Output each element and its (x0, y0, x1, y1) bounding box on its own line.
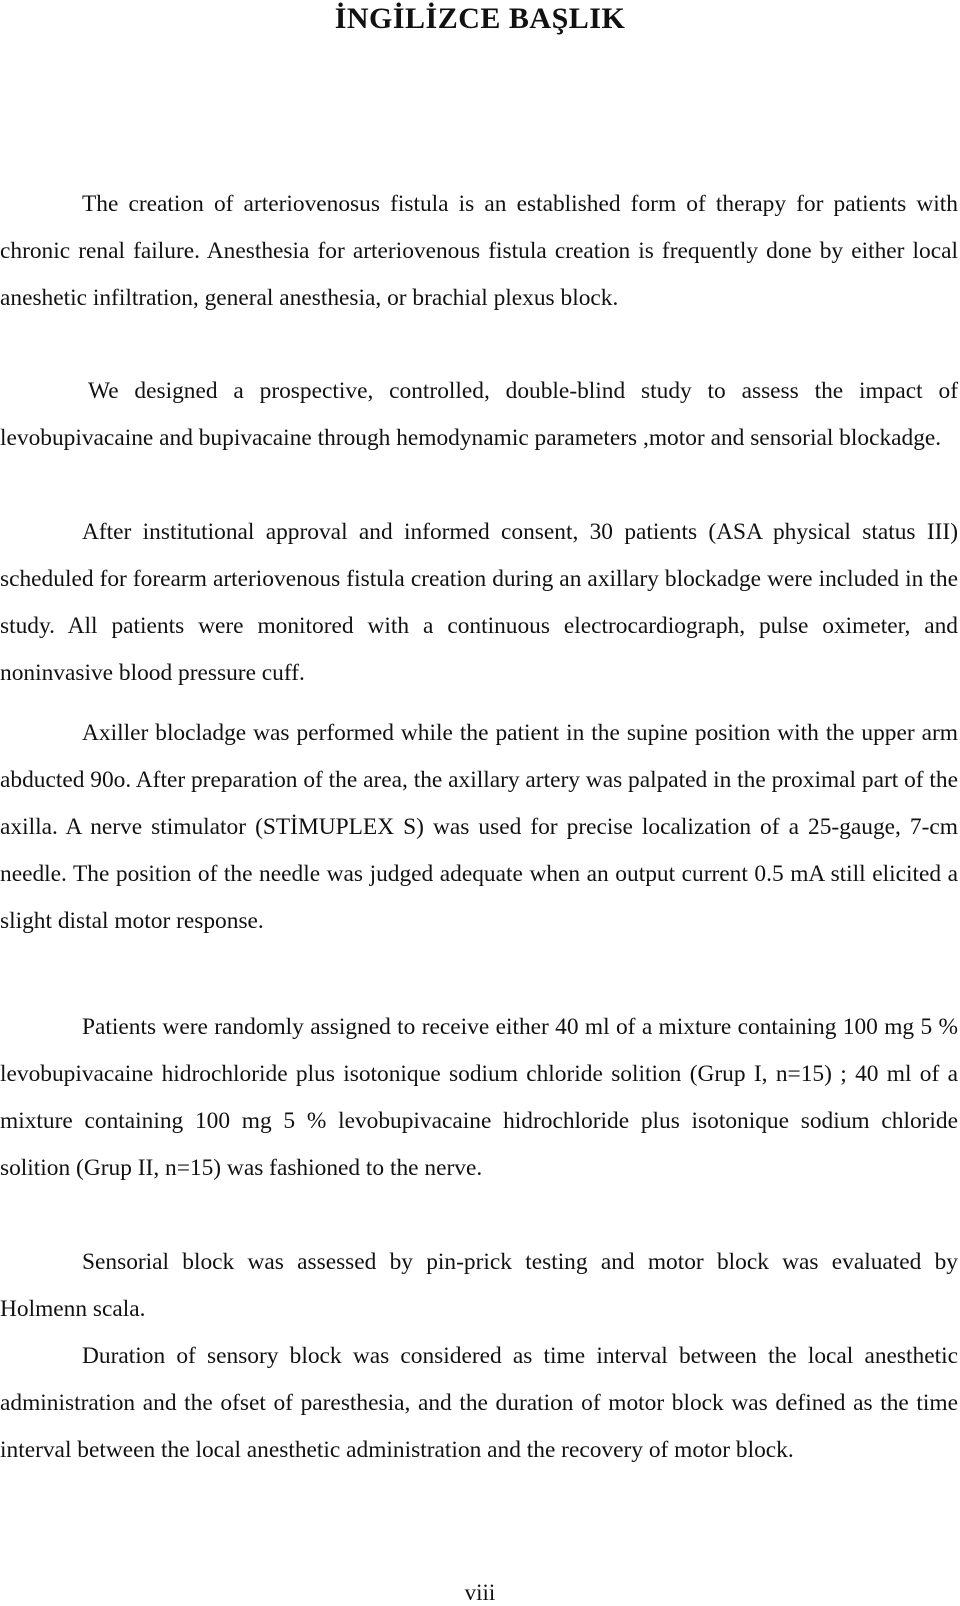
abstract-paragraph-5: Patients were randomly assigned to receive either 40 ml of a mixture containing 100 mg 5 % levobupivacaine hidrochloride plus isotonique sodium chloride solition (Grup I, n=15) ; 40 ml of a mixture containing 100 mg 5 % levobupivacaine hidrochloride plus isotonique sodium chloride solition (Grup II, n=15) was fashioned to the nerve. (0, 1014, 958, 1181)
abstract-paragraph-3: After institutional approval and informed consent, 30 patients (ASA physical status III) scheduled for forearm arteriovenous fistula creation during an axillary blockadge were included in the study. All patients were monitored with a continuous electrocardiograph, pulse oximeter, and noninvasive blood pressure cuff. (0, 519, 958, 686)
page-title: İNGİLİZCE BAŞLIK (334, 2, 626, 35)
page-number: viii (464, 1580, 496, 1605)
abstract-paragraph-6: Sensorial block was assessed by pin-prick testing and motor block was evaluated by Holmenn scala. (0, 1249, 958, 1322)
abstract-paragraph-2: We designed a prospective, controlled, double-blind study to assess the impact of levobupivacaine and bupivacaine through hemodynamic parameters ,motor and sensorial blockadge. (0, 378, 958, 451)
abstract-paragraph-1: The creation of arteriovenosus fistula is an established form of therapy for patients with chronic renal failure. Anesthesia for arteriovenous fistula creation is frequently done by either local aneshetic infiltration, general anesthesia, or brachial plexus block. (0, 191, 958, 311)
abstract-paragraph-4: Axiller blocladge was performed while the patient in the supine position with the upper arm abducted 90o. After preparation of the area, the axillary artery was palpated in the proximal part of the axilla. A nerve stimulator (STİMUPLEX S) was used for precise localization of a 25-gauge, 7-cm needle. The position of the needle was judged adequate when an output current 0.5 mA still elicited a slight distal motor response. (0, 720, 958, 934)
abstract-paragraph-7: Duration of sensory block was considered as time interval between the local anesthetic administration and the ofset of paresthesia, and the duration of motor block was defined as the time interval between the local anesthetic administration and the recovery of motor block. (0, 1343, 958, 1463)
